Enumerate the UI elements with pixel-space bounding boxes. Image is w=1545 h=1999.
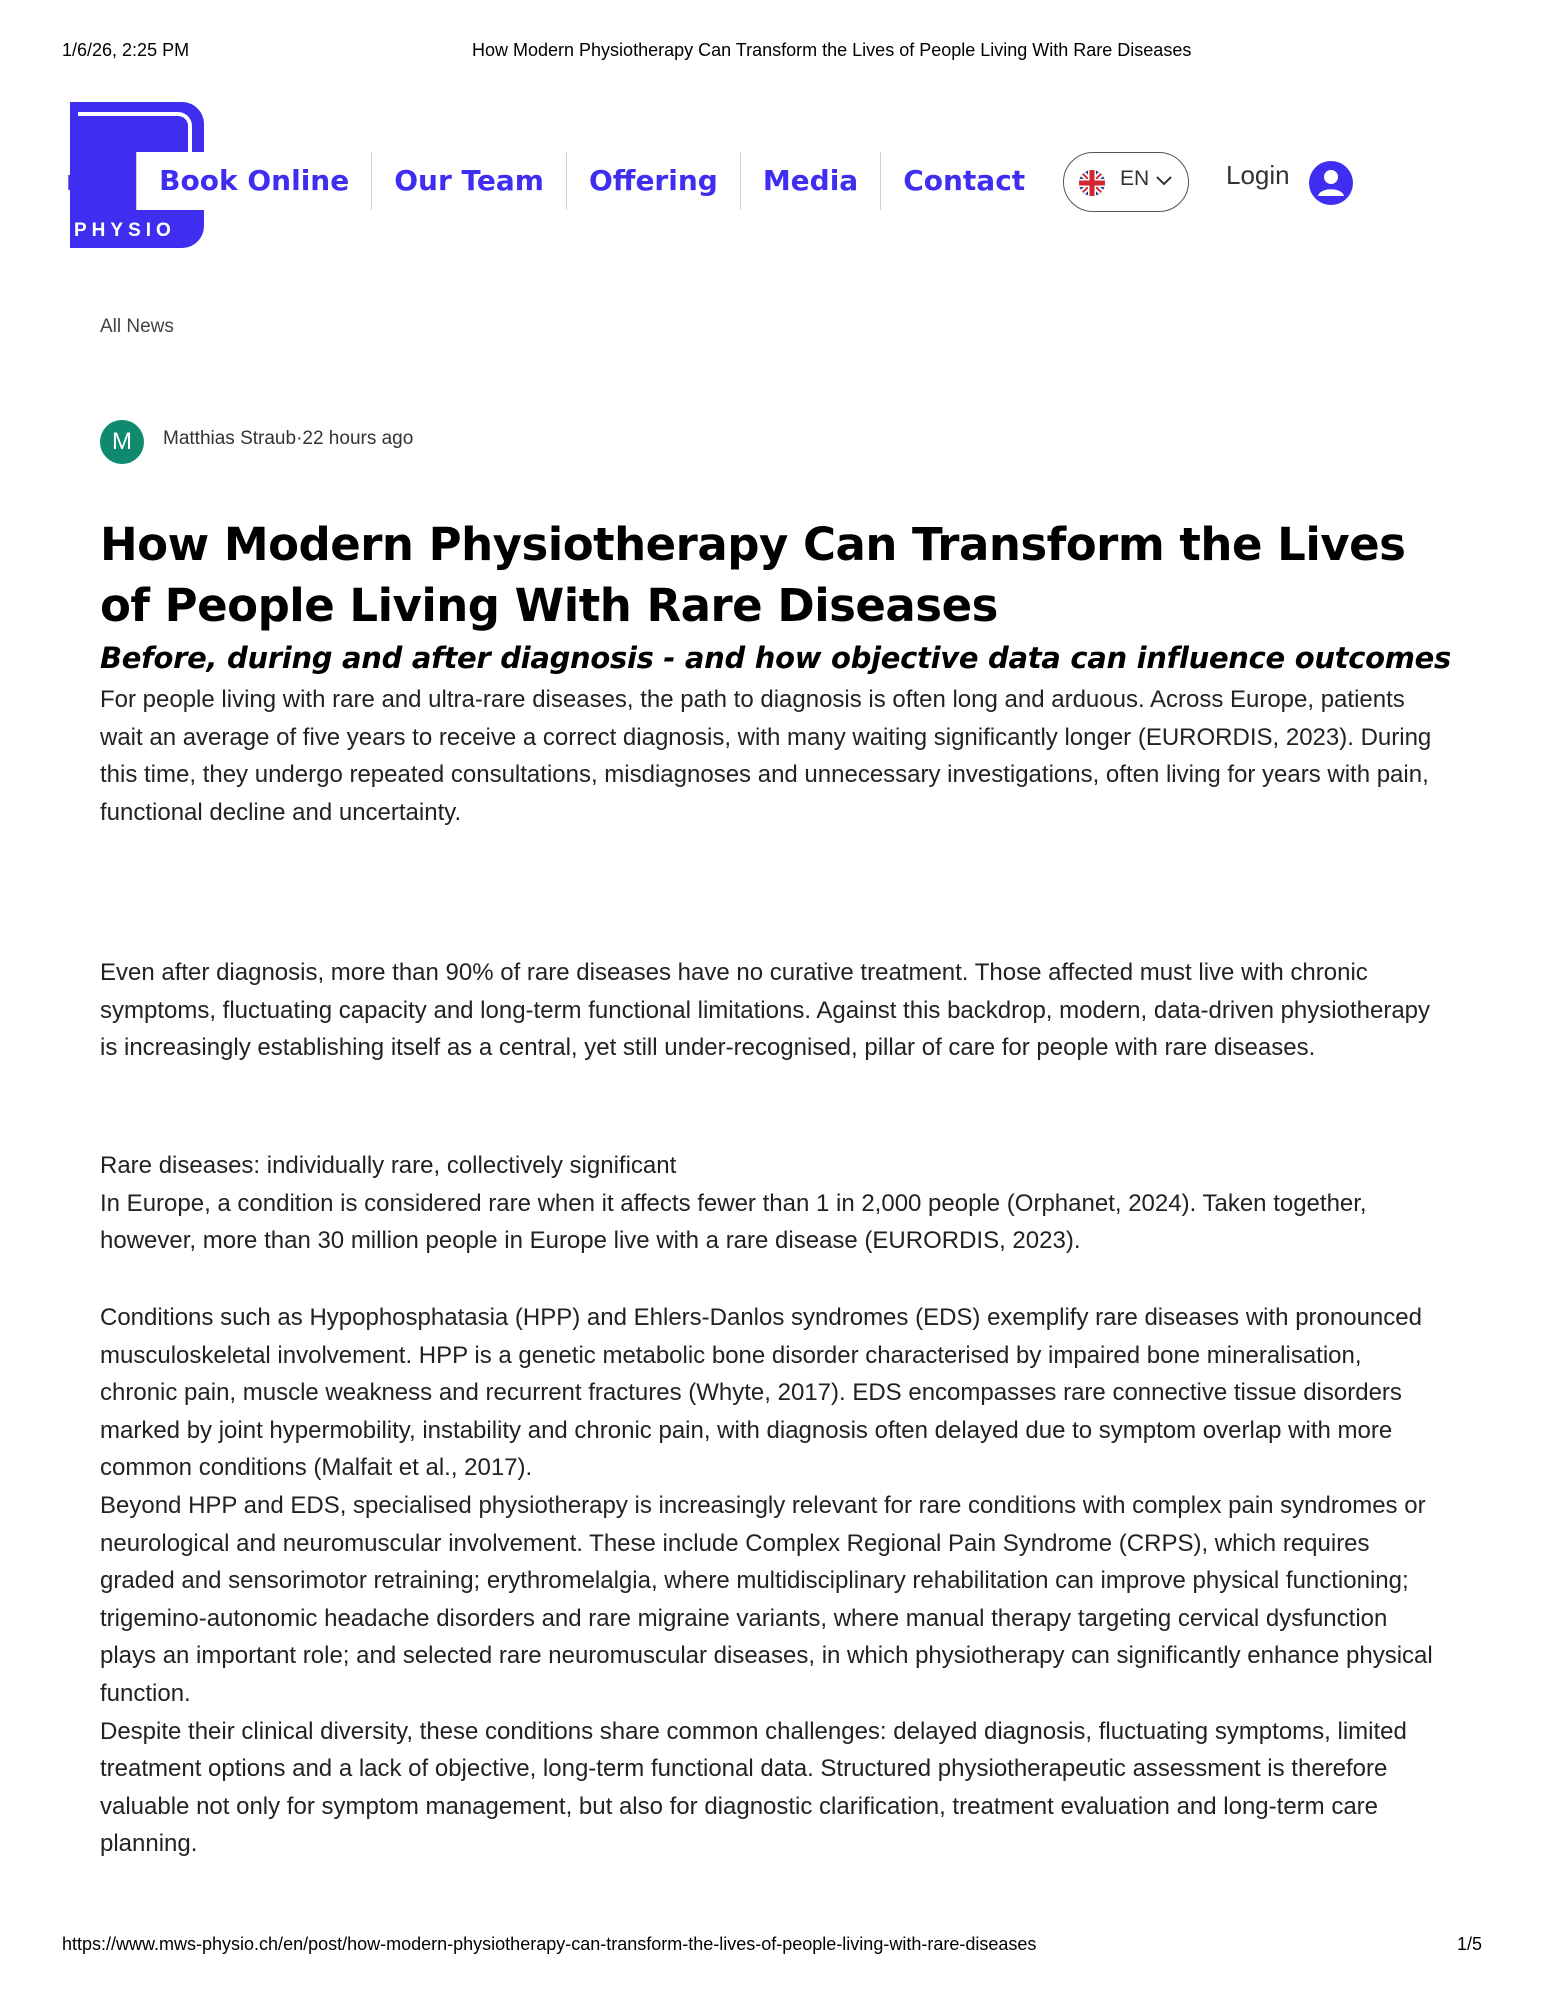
nav-item-our-team[interactable]: Our Team (372, 152, 567, 210)
nav-item-offering[interactable]: Offering (567, 152, 741, 210)
print-header (62, 40, 1502, 64)
article-paragraph: In Europe, a condition is considered rare when it affects fewer than 1 in 2,000 people (Orphanet, 2024). Taken together, however, more than 30 million people in Europe live with a rare disease (EURORDIS, 2023). (100, 1189, 1367, 1255)
print-datetime: 1/6/26, 2:25 PM (62, 40, 190, 60)
chevron-down-icon (1154, 171, 1174, 191)
author-avatar[interactable]: M (100, 420, 144, 464)
page-url: https://www.mws-physio.ch/en/post/how-modern-physiotherapy-can-transform-the-lives-of-people-living-with-rare-diseases (62, 1934, 1037, 1954)
article-paragraph: Conditions such as Hypophosphatasia (HPP) and Ehlers-Danlos syndromes (EDS) exemplify rare diseases with pronounced musculoskeletal involvement. HPP is a genetic metabolic bone disorder characterised by impaired bone mineralisation, chronic pain, muscle weakness and recurrent fractures (Whyte, 2017). EDS encompasses rare connective tissue disorders marked by joint hypermobility, instability and chronic pain, with diagnosis often delayed due to symptom overlap with more common conditions (Malfait et al., 2017). (100, 1304, 1422, 1482)
article-subtitle: Before, during and after diagnosis - and how objective data can influence outcomes (100, 641, 1452, 675)
print-title: How Modern Physiotherapy Can Transform the Lives of People Living With Rare Diseases (472, 40, 1192, 60)
main-nav (62, 152, 1047, 210)
section-heading: Rare diseases: individually rare, collectively significant (100, 1152, 677, 1179)
article-section (100, 1147, 1445, 1260)
print-footer (62, 1934, 1482, 1958)
nav-item-contact[interactable]: Contact (881, 152, 1047, 210)
article-paragraph: Despite their clinical diversity, these conditions share common challenges: delayed diagnosis, fluctuating symptoms, limited treatment options and a lack of objective, long-term functional data. Structured physiotherapeutic assessment is therefore valuable not only for symptom management, but also for diagnostic clarification, treatment evaluation and long-term care planning. (100, 1717, 1407, 1858)
login-link[interactable]: Login (1226, 160, 1290, 190)
page-number: 1/5 (1456, 1934, 1482, 1954)
language-selector[interactable] (1063, 152, 1189, 212)
article-paragraph: For people living with rare and ultra-rare diseases, the path to diagnosis is often long and arduous. Across Europe, patients wait an average of five years to receive a correct diagnosis, with many waiting significantly longer (EURORDIS, 2023). During this time, they undergo repeated consultations, misdiagnoses and unnecessary investigations, often living for years with pain, functional decline and uncertainty. (100, 686, 1432, 826)
nav-item-book-online[interactable]: Book Online (137, 152, 372, 210)
article-paragraph: Even after diagnosis, more than 90% of rare diseases have no curative treatment. Those affected must live with chronic symptoms, fluctuating capacity and long-term functional limitations. Against this backdrop, modern, data-driven physiotherapy is increasingly establishing itself as a central, yet still under-recognised, pillar of care for people with rare diseases. (100, 959, 1431, 1062)
user-avatar-icon[interactable] (1308, 160, 1354, 206)
all-news-link[interactable]: All News (100, 316, 174, 337)
logo-outline (78, 112, 192, 156)
nav-item-media[interactable]: Media (741, 152, 881, 210)
uk-flag-icon (1078, 169, 1106, 197)
nav-item-home[interactable]: me (62, 152, 137, 210)
author-meta: Matthias Straub·22 hours ago (163, 428, 414, 449)
article-title: How Modern Physiotherapy Can Transform the Lives of People Living With Rare Diseases (100, 518, 1406, 632)
language-code: EN (1120, 167, 1150, 190)
article-paragraph: Beyond HPP and EDS, specialised physiotherapy is increasingly relevant for rare conditions with complex pain syndromes or neurological and neuromuscular involvement. These include Complex Regional Pain Syndrome (CRPS), which requires graded and sensorimotor retraining; erythromelalgia, where multidisciplinary rehabilitation can improve physical functioning; trigemino-autonomic headache disorders and rare migraine variants, where manual therapy targeting cervical dysfunction plays an important role; and selected rare neuromuscular diseases, in which physiotherapy can significantly enhance physical function. (100, 1491, 1433, 1707)
logo-text: PHYSIO (74, 220, 176, 241)
article-section (100, 1299, 1445, 1863)
